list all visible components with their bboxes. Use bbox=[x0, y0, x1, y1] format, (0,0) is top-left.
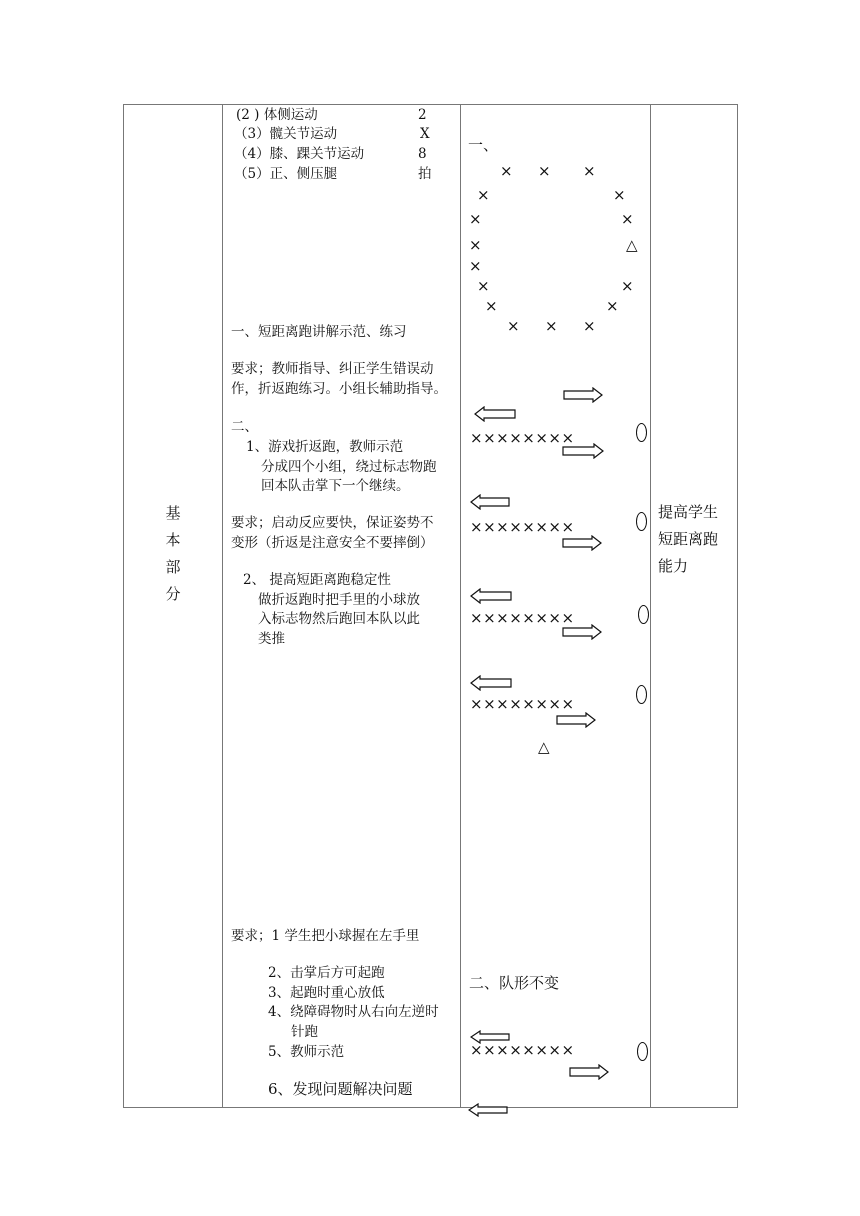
stab-line: 做折返跑时把手里的小球放 bbox=[258, 592, 420, 608]
player-cross: × bbox=[477, 277, 490, 295]
stab-line: 入标志物然后跑回本队以此 bbox=[258, 611, 420, 627]
section-label: 基 本 部 分 bbox=[165, 504, 181, 603]
player-cross: × bbox=[485, 297, 498, 315]
req3-item: 针跑 bbox=[291, 1024, 318, 1040]
fig2-label: 二、队形不变 bbox=[469, 974, 560, 992]
player-cross: × bbox=[538, 162, 551, 180]
req2-line: 变形（折返是注意安全不要摔倒） bbox=[231, 535, 434, 551]
player-cross: × bbox=[477, 186, 490, 204]
game-title: 1、游戏折返跑，教师示范 bbox=[246, 439, 404, 455]
warmup-item: （4）膝、踝关节运动 bbox=[234, 146, 365, 162]
right-arrow-icon bbox=[562, 535, 602, 551]
left-arrow-icon bbox=[470, 494, 510, 510]
group-row: ×××××××× bbox=[470, 1041, 575, 1059]
stab-title: 2、 提高短距离跑稳定性 bbox=[243, 572, 391, 588]
game-line: 分成四个小组，绕过标志物跑 bbox=[261, 459, 437, 475]
col-divider-3 bbox=[650, 104, 651, 1108]
req3-title: 要求；1 学生把小球握在左手里 bbox=[231, 928, 420, 944]
player-cross: × bbox=[545, 317, 558, 335]
fig1-label: 一、 bbox=[468, 136, 499, 154]
group-row: ×××××××× bbox=[470, 429, 575, 447]
player-cross: × bbox=[469, 210, 482, 228]
marker-oval bbox=[638, 605, 649, 624]
left-arrow-icon bbox=[474, 406, 516, 422]
part1-title: 一、短距离跑讲解示范、练习 bbox=[231, 324, 407, 340]
left-arrow-icon bbox=[470, 675, 512, 691]
right-arrow-icon bbox=[563, 387, 603, 403]
req2-line: 要求；启动反应要快，保证姿势不 bbox=[231, 515, 434, 531]
right-arrow-icon bbox=[569, 1064, 609, 1080]
col-divider-1 bbox=[222, 104, 223, 1108]
req1-line: 作，折返跑练习。小组长辅助指导。 bbox=[231, 381, 447, 397]
req3-item: 3、起跑时重心放低 bbox=[268, 985, 385, 1001]
player-cross: × bbox=[583, 162, 596, 180]
right-arrow-icon bbox=[562, 443, 604, 459]
player-cross: × bbox=[469, 236, 482, 254]
group-row: ×××××××× bbox=[470, 695, 575, 713]
warmup-item: （5）正、侧压腿 bbox=[234, 166, 338, 182]
part2-head: 二、 bbox=[231, 419, 258, 435]
left-arrow-icon bbox=[470, 588, 512, 604]
player-cross: × bbox=[621, 277, 634, 295]
warmup-item: (2 ) 体侧运动 bbox=[236, 107, 318, 123]
teacher-triangle: △ bbox=[626, 236, 638, 254]
game-line: 回本队击掌下一个继续。 bbox=[261, 478, 410, 494]
req3-last: 6、发现问题解决问题 bbox=[268, 1080, 413, 1098]
req3-item: 5、教师示范 bbox=[268, 1044, 345, 1060]
left-arrow-icon bbox=[468, 1103, 508, 1117]
group-row: ×××××××× bbox=[470, 609, 575, 627]
req3-item: 2、击掌后方可起跑 bbox=[268, 965, 385, 981]
player-cross: × bbox=[613, 186, 626, 204]
warmup-mark: 2 bbox=[418, 107, 427, 123]
goal-text: 提高学生 短距离跑 能力 bbox=[658, 503, 719, 575]
marker-oval bbox=[637, 1042, 648, 1061]
marker-oval bbox=[636, 512, 647, 531]
req3-item: 4、绕障碍物时从右向左逆时 bbox=[268, 1004, 439, 1020]
right-arrow-icon bbox=[562, 624, 602, 640]
player-cross: × bbox=[507, 317, 520, 335]
col-divider-2 bbox=[460, 104, 461, 1108]
player-cross: × bbox=[469, 257, 482, 275]
stab-line: 类推 bbox=[258, 631, 285, 647]
right-arrow-icon bbox=[556, 712, 596, 728]
player-cross: × bbox=[583, 317, 596, 335]
req1-line: 要求；教师指导、纠正学生错误动 bbox=[231, 361, 434, 377]
teacher-triangle: △ bbox=[538, 738, 550, 756]
group-row: ×××××××× bbox=[470, 518, 575, 536]
marker-oval bbox=[636, 423, 647, 442]
warmup-mark: 8 bbox=[418, 146, 427, 162]
player-cross: × bbox=[621, 210, 634, 228]
marker-oval bbox=[636, 685, 647, 704]
player-cross: × bbox=[500, 162, 513, 180]
player-cross: × bbox=[606, 297, 619, 315]
warmup-item: （3）髋关节运动 bbox=[234, 126, 338, 142]
warmup-mark: 拍 bbox=[418, 166, 432, 182]
warmup-mark: X bbox=[420, 126, 430, 142]
